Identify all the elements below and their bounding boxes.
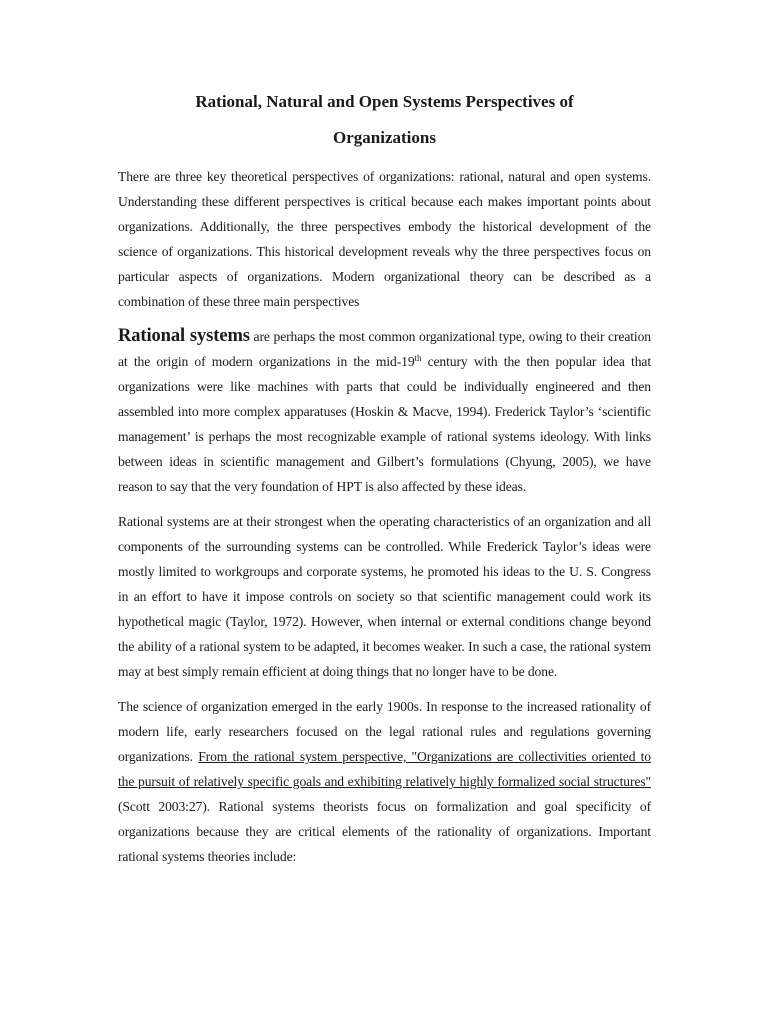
document-title: [118, 84, 651, 156]
paragraph-text: century with the then popular idea that organizations were like machines with parts that could be individually engineered and then assembled into more complex apparatuses (Hoskin & Macve, 1994). Frederick Taylor’s ‘scientific management’ is perhaps the most recognizable example of rational systems ideology. With links between ideas in scientific management and Gilbert’s formulations (Chyung, 2005), we have reason to say that the very foundation of HPT is also affected by these ideas.: [118, 354, 652, 494]
title-line-1: Rational, Natural and Open Systems Perspectives of: [195, 92, 574, 111]
rational-systems-lead: Rational systems: [118, 326, 250, 346]
strength-paragraph: Rational systems are at their strongest when the operating characteristics of an organization and all components of the surrounding systems can be controlled. While Frederick Taylor’s ideas were mostly limited to workgroups and corporate systems, he promoted his ideas to the U. S. Congress in an effort to have it impose controls on society so that scientific management could work its hypothetical magic (Taylor, 1972). However, when internal or external conditions change beyond the ability of a rational system to be adapted, it becomes weaker. In such a case, the rational system may at best simply remain efficient at doing things that no longer have to be done.: [118, 514, 651, 679]
superscript: th: [414, 353, 422, 363]
underlined-quote: From the rational system perspective, "Organizations are collectivities oriented to the pursuit of relatively specific goals and exhibiting relatively highly formalized social structures": [118, 749, 651, 789]
paragraph-text: The science of organization emerged in the early 1900s. In response to the increased rationality of modern life, early researchers focused on the legal rational rules and regulations governing organizations.: [118, 699, 651, 764]
paragraph-text: are perhaps the most common organizational type, owing to their creation at the origin of modern organizations in the mid-19: [118, 329, 652, 369]
rational-systems-paragraph: [118, 324, 651, 499]
intro-paragraph: There are three key theoretical perspectives of organizations: rational, natural and open systems. Understanding these different perspectives is critical because each makes important points about organizations. Additionally, the three perspectives embody the historical development of the science of organizations. This historical development reveals why the three perspectives focus on particular aspects of organizations. Modern organizational theory can be described as a combination of these three main perspectives: [118, 169, 651, 309]
title-line-2: Organizations: [333, 128, 436, 147]
science-paragraph: [118, 694, 651, 869]
paragraph-text: (Scott 2003:27). Rational systems theorists focus on formalization and goal specificity of organizations because they are critical elements of the rationality of organizations. Important rational systems theories include:: [118, 799, 651, 864]
